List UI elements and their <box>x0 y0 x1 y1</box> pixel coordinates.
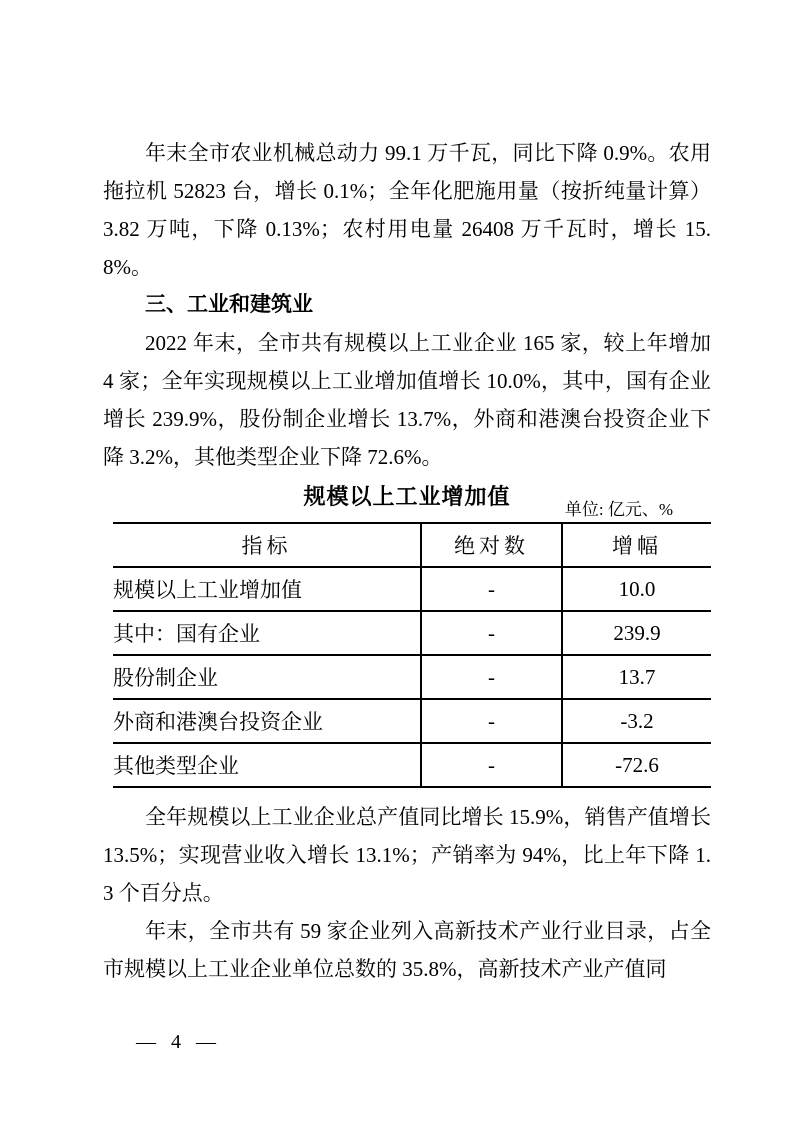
page-number: — 4 — <box>136 1031 216 1053</box>
paragraph-output-value: 全年规模以上工业企业总产值同比增长 15.9%，销售产值增长 13.5%；实现营业收入增长 13.1%；产销率为 94%，比上年下降 1.3 个百分点。 <box>103 805 711 905</box>
table-row <box>113 743 711 787</box>
row-growth: -72.6 <box>562 743 711 787</box>
row-absolute: - <box>421 567 562 611</box>
row-indicator: 股份制企业 <box>113 666 218 690</box>
table-title: 规模以上工业增加值 <box>303 484 511 509</box>
table-row <box>113 567 711 611</box>
row-indicator: 规模以上工业增加值 <box>113 578 302 602</box>
column-header-indicator: 指标 <box>241 534 292 558</box>
industrial-value-added-table <box>113 522 711 788</box>
page-body <box>103 134 711 988</box>
row-growth: -3.2 <box>562 699 711 743</box>
row-indicator: 其他类型企业 <box>113 754 239 778</box>
paragraph-agriculture-machinery: 年末全市农业机械总动力 99.1 万千瓦，同比下降 0.9%。农用拖拉机 52823 台，增长 0.1%；全年化肥施用量（按折纯量计算）3.82 万吨，下降 0.13%；农村用电量 26408 万千瓦时，增长 15.8%。 <box>103 141 711 279</box>
column-header-growth: 增幅 <box>562 523 711 567</box>
row-growth: 239.9 <box>562 611 711 655</box>
row-absolute: - <box>421 655 562 699</box>
table-row <box>113 611 711 655</box>
section-heading-industry-construction: 三、工业和建筑业 <box>145 293 313 316</box>
table-row <box>113 655 711 699</box>
column-header-absolute: 绝对数 <box>421 523 562 567</box>
row-growth: 10.0 <box>562 567 711 611</box>
row-absolute: - <box>421 699 562 743</box>
table-caption <box>103 480 711 519</box>
row-indicator: 外商和港澳台投资企业 <box>113 710 323 734</box>
row-absolute: - <box>421 743 562 787</box>
table-unit-label: 单位: 亿元、% <box>564 500 673 519</box>
table-row <box>113 699 711 743</box>
row-absolute: - <box>421 611 562 655</box>
paragraph-industry-overview: 2022 年末，全市共有规模以上工业企业 165 家，较上年增加 4 家；全年实现规模以上工业增加值增长 10.0%，其中，国有企业增长 239.9%，股份制企业增长 13.7%，外商和港澳台投资企业下降 3.2%，其他类型企业下降 72.6%。 <box>103 331 711 469</box>
paragraph-hightech: 年末，全市共有 59 家企业列入高新技术产业行业目录，占全市规模以上工业企业单位总数的 35.8%，高新技术产业产值同 <box>103 919 711 981</box>
row-indicator: 其中：国有企业 <box>113 622 260 646</box>
spacer <box>103 788 711 798</box>
row-growth: 13.7 <box>562 655 711 699</box>
table-header-row <box>113 523 711 567</box>
